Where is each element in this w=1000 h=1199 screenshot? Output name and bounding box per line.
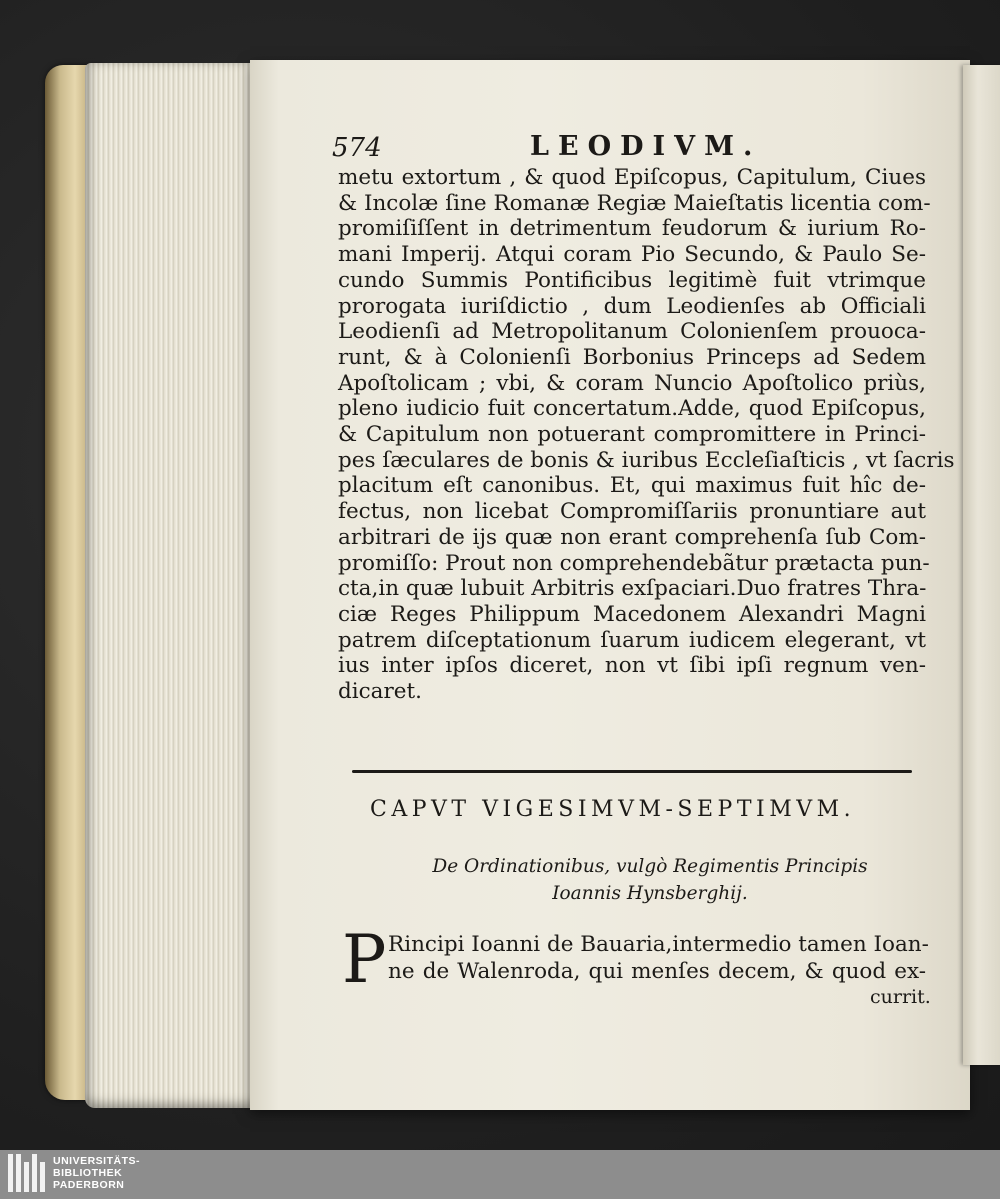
page-content xyxy=(290,125,955,1008)
text-line: & Capitulum non potuerant compromittere in Princi- xyxy=(338,422,926,448)
text-line: ius inter ipſos diceret, non vt ſibi ipſi regnum ven- xyxy=(338,653,926,679)
text-line: prorogata iuriſdictio , dum Leodienſes ab Officiali xyxy=(338,293,926,319)
text-line: dicaret. xyxy=(338,679,422,705)
section-rule xyxy=(352,770,912,773)
text-line: promiſiſſent in detrimentum feudorum & iurium Ro- xyxy=(338,216,926,242)
chapter-title: CAPVT VIGESIMVM-SEPTIMVM. xyxy=(370,797,856,822)
text-line: & Incolæ ſine Romanæ Regiæ Maieſtatis licentia com- xyxy=(338,190,931,216)
running-head: LEODIVM. xyxy=(530,131,762,162)
chapter-subtitle-line: De Ordinationibus, vulgò Regimentis Principis xyxy=(432,856,868,877)
text-line: cta,in quæ lubuit Arbitris exſpaciari.Duo fratres Thra- xyxy=(338,576,927,602)
logo-line: BIBLIOTHEK xyxy=(53,1167,123,1179)
text-line: metu extortum , & quod Epiſcopus, Capitulum, Ciues xyxy=(338,165,926,190)
text-line: pes ſæculares de bonis & iuribus Eccleſiaſticis , vt ſacris xyxy=(338,447,955,473)
page-number: 574 xyxy=(332,133,382,163)
drop-cap: P xyxy=(342,921,387,998)
text-line: ne de Walenroda, qui menſes decem, & quod ex- xyxy=(388,959,926,984)
text-line: arbitrari de ijs quæ non erant comprehenſa ſub Com- xyxy=(338,524,926,550)
text-line: patrem diſceptationum ſuarum iudicem elegerant, vt xyxy=(338,627,926,653)
catchword: currit. xyxy=(870,986,931,1008)
text-line: Leodienſi ad Metropolitanum Colonienſem prouoca- xyxy=(338,319,926,345)
library-logo-icon xyxy=(8,1154,45,1192)
text-line: cundo Summis Pontificibus legitimè fuit vtrimque xyxy=(338,267,926,293)
text-line: placitum eſt canonibus. Et, qui maximus fuit hîc de- xyxy=(338,473,926,499)
logo-line: UNIVERSITÄTS- xyxy=(53,1155,141,1167)
logo-line: PADERBORN xyxy=(53,1179,125,1191)
body-text xyxy=(338,165,955,705)
text-line: Apoſtolicam ; vbi, & coram Nuncio Apoſtolico priùs, xyxy=(338,370,926,396)
page-header xyxy=(290,125,940,165)
chapter-opening-paragraph xyxy=(388,931,929,985)
text-line: ciæ Reges Philippum Macedonem Alexandri Magni xyxy=(338,601,926,627)
text-line: promiſſo: Prout non comprehendebãtur prætacta pun- xyxy=(338,550,930,576)
text-line: mani Imperij. Atqui coram Pio Secundo, & Paulo Se- xyxy=(338,242,926,268)
text-line: fectus, non licebat Compromiſſariis pronuntiare aut xyxy=(338,499,926,525)
text-line: pleno iudicio fuit concertatum.Adde, quod Epiſcopus, xyxy=(338,396,926,422)
text-line: runt, & à Colonienſi Borbonius Princeps ad Sedem xyxy=(338,344,926,370)
chapter-subtitle-line: Ioannis Hynsberghij. xyxy=(552,883,748,904)
library-logo xyxy=(8,1154,140,1192)
text-line: Rincipi Ioanni de Bauaria,intermedio tamen Ioan- xyxy=(388,932,929,957)
next-page-edge xyxy=(963,65,1000,1065)
library-logo-text xyxy=(53,1155,140,1191)
chapter-subtitle xyxy=(400,853,900,907)
footer-bar xyxy=(0,1150,1000,1199)
